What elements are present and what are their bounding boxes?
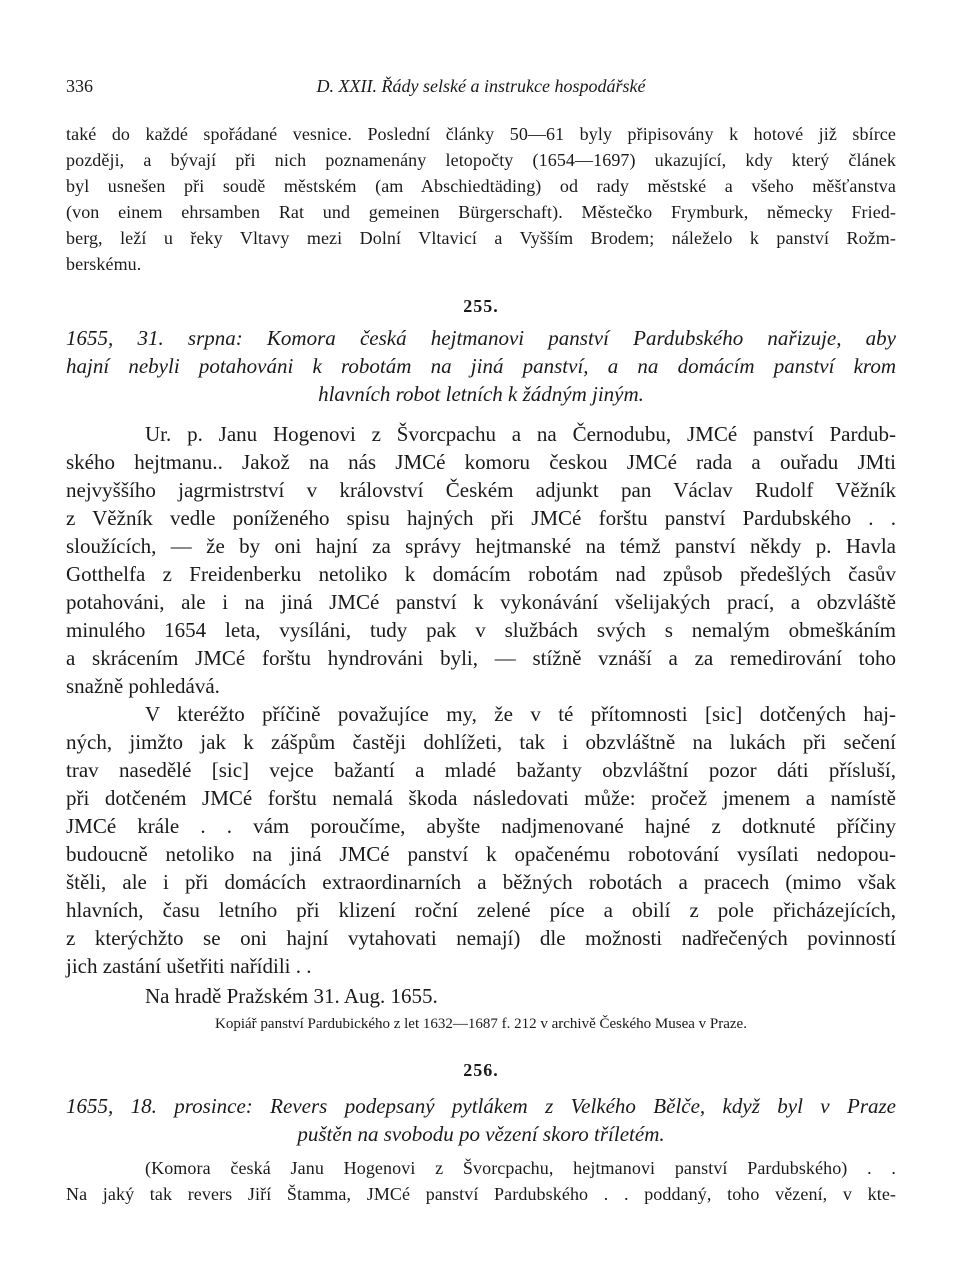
document-title-line: 1655, 31. srpna: Komora česká hejtmanovi panství Pardubského nařizuje, aby xyxy=(66,326,896,350)
document-number: 256. xyxy=(463,1060,499,1080)
document-title-line: 1655, 18. prosince: Revers podepsaný pytlákem z Velkého Bělče, když byl v Praze xyxy=(66,1094,896,1118)
intro-line: berg, leží u řeky Vltavy mezi Dolní Vltavicí a Vyšším Brodem; náleželo k panství Rožm- xyxy=(66,228,896,248)
body-line: sloužících, — že by oni hajní za správy hejtmanské na témž panství někdy p. Havla xyxy=(66,534,896,558)
body-line: při dotčeném JMCé forštu nemalá škoda následovati může: pročež jmenem a namístě xyxy=(66,786,896,810)
body-line: Ur. p. Janu Hogenovi z Švorcpachu a na Černodubu, JMCé panství Pardub- xyxy=(145,422,896,446)
body-line: z Věžník vedle poníženého spisu hajných při JMCé forštu panství Pardubského . . xyxy=(66,506,896,530)
body-line: JMCé krále . . vám poroučíme, abyšte nadjmenované hajné z dotknuté příčiny xyxy=(66,814,896,838)
body-line: hlavních, času letního při klizení roční zelené píce a obilí z pole přicházejících, xyxy=(66,898,896,922)
body-line: z kterýchžto se oni hajní vytahovati nemají) dle možnosti nadřečených povinností xyxy=(66,926,896,950)
body-line: potahováni, ale i na jiná JMCé panství k vykonávání všelijakých prací, a obzvláště xyxy=(66,590,896,614)
intro-line: (von einem ehrsamben Rat und gemeinen Bürgerschaft). Městečko Frymburk, německy Fried- xyxy=(66,202,896,222)
page-number: 336 xyxy=(66,76,93,96)
body-line: minulého 1654 leta, vysíláni, tudy pak v službách svých s nemalým obmeškáním xyxy=(66,618,896,642)
document-number: 255. xyxy=(463,296,499,316)
body-line: jich zastání ušetřiti nařídili . . xyxy=(66,954,312,978)
body-line: štěli, ale i při domácích extraordinarních a běžných robotách a pracech (mimo však xyxy=(66,870,896,894)
body-line: ných, jimžto jak k zášpům častěji dohlížeti, tak i obzvláštně na lukách při sečení xyxy=(66,730,896,754)
source-note: Kopiář panství Pardubického z let 1632—1687 f. 212 v archivě Českého Musea v Praze. xyxy=(215,1016,747,1032)
body-line: nejvyššího jagrmistrství v království Českém adjunkt pan Václav Rudolf Věžník xyxy=(66,478,896,502)
body-line: Na jaký tak revers Jiří Štamma, JMCé panství Pardubského . . poddaný, toho vězení, v kte- xyxy=(66,1184,896,1204)
running-head: D. XXII. Řády selské a instrukce hospodářské xyxy=(316,76,646,96)
document-closing: Na hradě Pražském 31. Aug. 1655. xyxy=(145,984,438,1008)
page-header xyxy=(66,76,896,100)
document-title-line: hajní nebyli potahováni k robotám na jiná panství, a na domácím panství krom xyxy=(66,354,896,378)
body-line: a skrácením JMCé forštu hyndrováni byli, — stížně vznáší a za remedirování toho xyxy=(66,646,896,670)
intro-line: byl usnešen při soudě městském (am Abschiedtäding) od rady městské a všeho měšťanstva xyxy=(66,176,896,196)
document-title-line: puštěn na svobodu po vězení skoro tříletém. xyxy=(297,1122,665,1146)
intro-line: také do každé spořádané vesnice. Poslední články 50—61 byly připisovány k hotové již sbírce xyxy=(66,124,896,144)
intro-line: později, a bývají při nich poznamenány letopočty (1654—1697) ukazující, kdy který článek xyxy=(66,150,896,170)
body-line: trav nasedělé [sic] vejce bažantí a mladé bažanty obzvláštní pozor dáti přísluší, xyxy=(66,758,896,782)
document-title-line: hlavních robot letních k žádným jiným. xyxy=(318,382,644,406)
body-line: snažně pohledává. xyxy=(66,674,220,698)
body-line: (Komora česká Janu Hogenovi z Švorcpachu, hejtmanovi panství Pardubského) . . xyxy=(145,1158,896,1178)
intro-line: berskému. xyxy=(66,254,142,274)
body-line: budoucně netoliko na jiná JMCé panství k opačenému robotování vysílati nedopou- xyxy=(66,842,896,866)
body-line: V kteréžto příčině považujíce my, že v té přítomnosti [sic] dotčených haj- xyxy=(145,702,896,726)
body-line: Gotthelfa z Freidenberku netoliko k domácím robotám nad způsob předešlých časův xyxy=(66,562,896,586)
body-line: ského hejtmanu.. Jakož na nás JMCé komoru českou JMCé rada a ouřadu JMti xyxy=(66,450,896,474)
